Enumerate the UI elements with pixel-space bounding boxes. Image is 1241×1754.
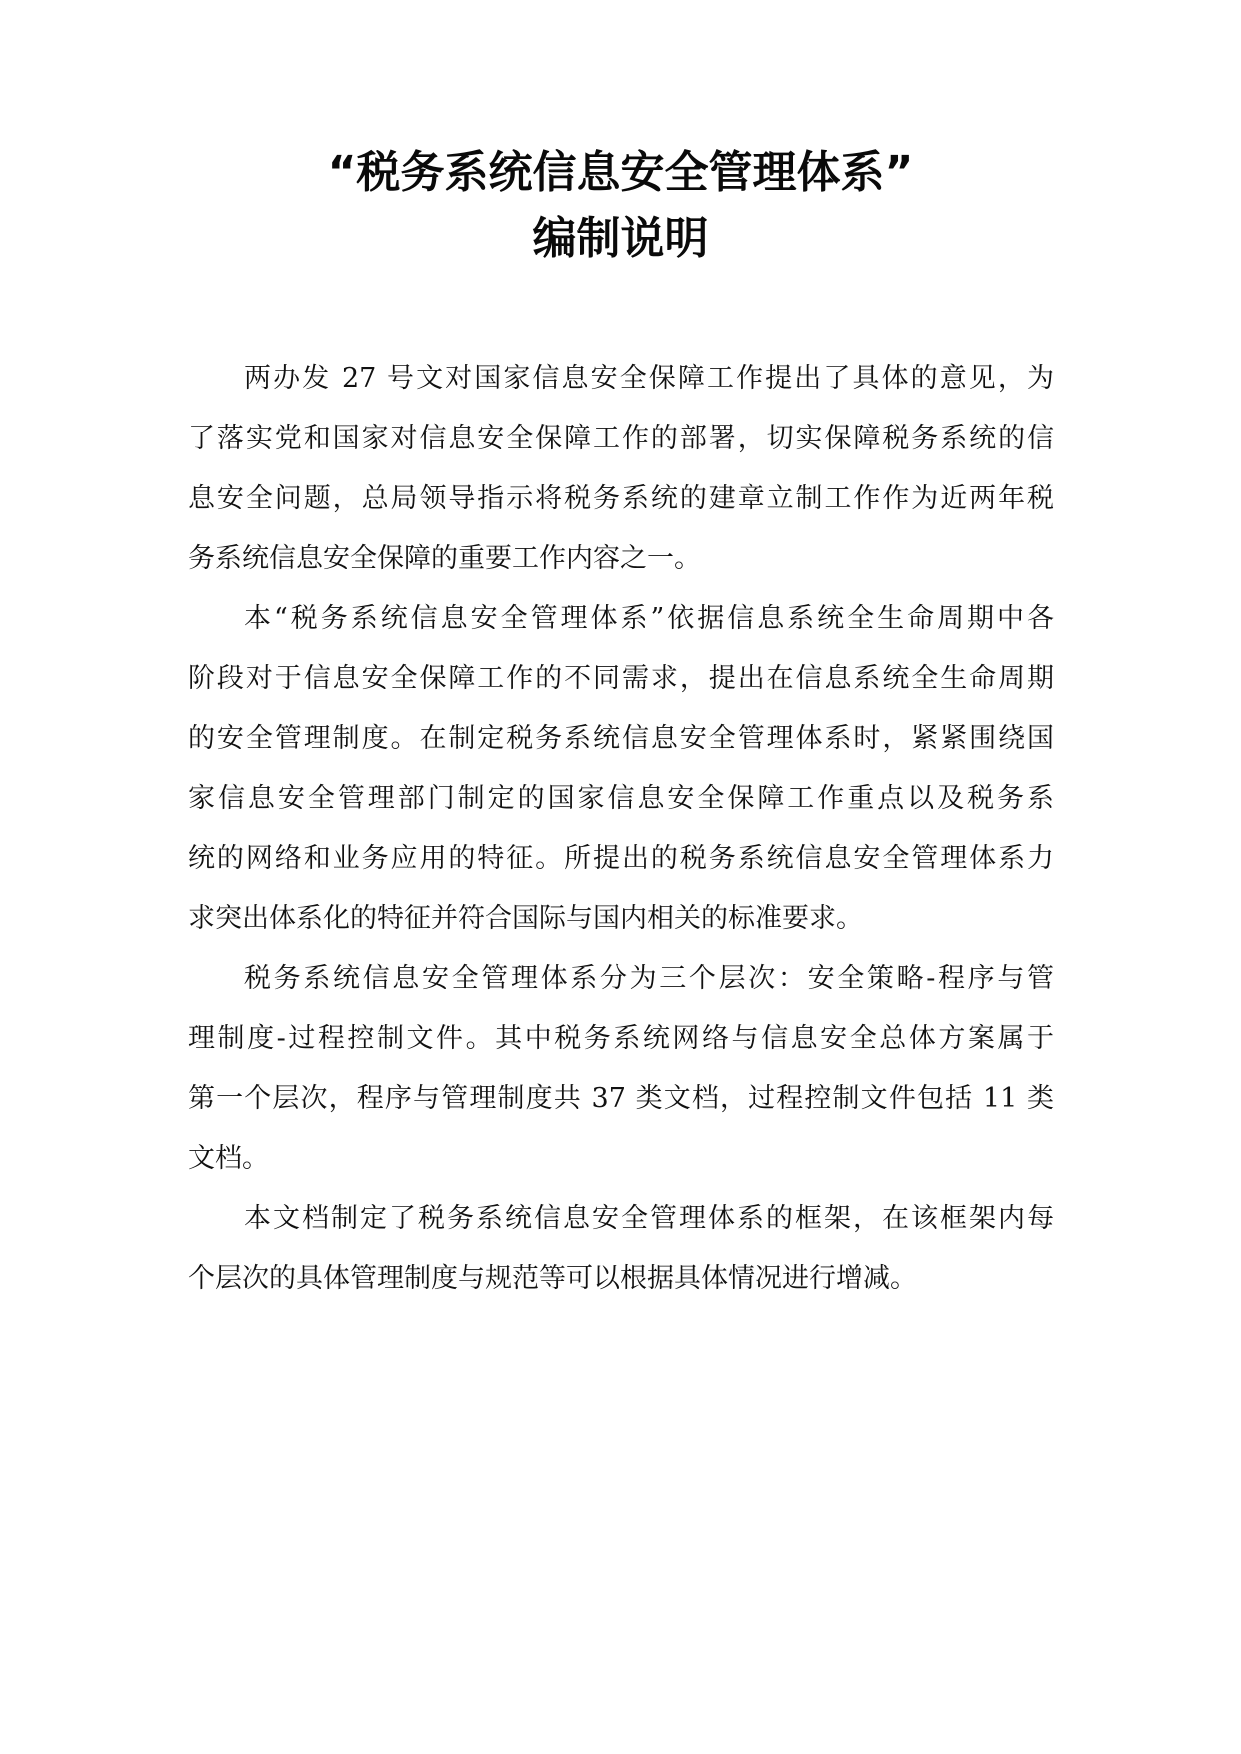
paragraph-line: 本“税务系统信息安全管理体系”依据信息系统全生命周期中各 [244, 603, 1054, 634]
paragraph-line: 本文档制定了税务系统信息安全管理体系的框架，在该框架内每 [244, 1203, 1054, 1234]
paragraph-line: 税务系统信息安全管理体系分为三个层次：安全策略-程序与管 [244, 963, 1054, 994]
paragraph-3 [188, 949, 1054, 1189]
document-title [0, 140, 1241, 272]
paragraph-line: 文档。 [188, 1143, 269, 1174]
paragraph-1 [188, 349, 1054, 589]
paragraph-line: 阶段对于信息安全保障工作的不同需求，提出在信息系统全生命周期 [188, 663, 1054, 694]
title-line-2: 编制说明 [532, 213, 709, 264]
paragraph-line: 两办发 27 号文对国家信息安全保障工作提出了具体的意见，为 [244, 363, 1054, 394]
paragraph-line: 求突出体系化的特征并符合国际与国内相关的标准要求。 [188, 903, 863, 934]
document-body [188, 349, 1054, 1309]
paragraph-line: 家信息安全管理部门制定的国家信息安全保障工作重点以及税务系 [188, 783, 1054, 814]
title-line-1: “税务系统信息安全管理体系” [327, 147, 914, 198]
paragraph-line: 统的网络和业务应用的特征。所提出的税务系统信息安全管理体系力 [188, 843, 1054, 874]
paragraph-line: 理制度-过程控制文件。其中税务系统网络与信息安全总体方案属于 [188, 1023, 1054, 1054]
paragraph-line: 个层次的具体管理制度与规范等可以根据具体情况进行增减。 [188, 1263, 917, 1294]
paragraph-line: 了落实党和国家对信息安全保障工作的部署，切实保障税务系统的信 [188, 423, 1054, 454]
paragraph-line: 务系统信息安全保障的重要工作内容之一。 [188, 543, 701, 574]
paragraph-line: 第一个层次，程序与管理制度共 37 类文档，过程控制文件包括 11 类 [188, 1083, 1054, 1114]
paragraph-2 [188, 589, 1054, 949]
paragraph-line: 息安全问题，总局领导指示将税务系统的建章立制工作作为近两年税 [188, 483, 1054, 514]
paragraph-4 [188, 1189, 1054, 1309]
paragraph-line: 的安全管理制度。在制定税务系统信息安全管理体系时，紧紧围绕国 [188, 723, 1054, 754]
